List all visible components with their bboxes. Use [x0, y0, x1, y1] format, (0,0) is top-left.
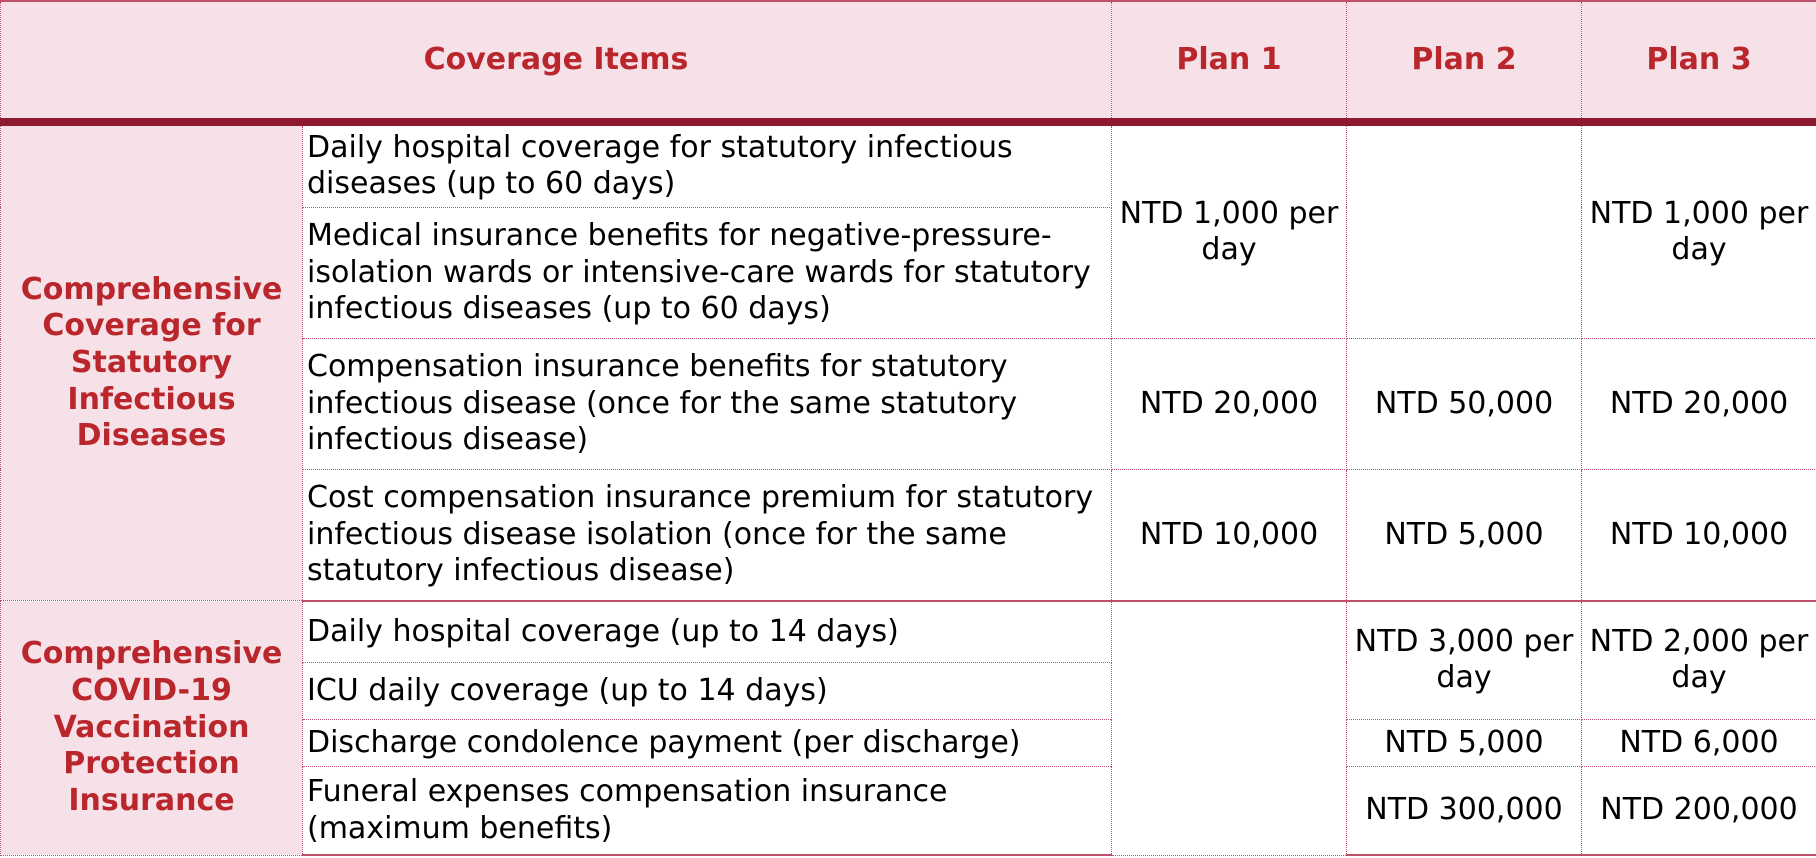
plan-1-value: NTD 20,000	[1112, 339, 1347, 470]
plan-1-value: NTD 10,000	[1112, 469, 1347, 601]
header-coverage-items: Coverage Items	[1, 1, 1112, 122]
plan-2-value: NTD 300,000	[1347, 767, 1582, 855]
plan-2-value	[1347, 122, 1582, 339]
coverage-item: Funeral expenses compensation insurance (maximum benefits)	[303, 767, 1112, 855]
header-plan-3: Plan 3	[1582, 1, 1816, 122]
coverage-item: Compensation insurance benefits for statutory infectious disease (once for the same statutory infectious disease)	[303, 339, 1112, 470]
section-title-covid-vaccination: Comprehensive COVID-19 Vaccination Protection Insurance	[1, 601, 303, 855]
coverage-item: Daily hospital coverage for statutory infectious diseases (up to 60 days)	[303, 122, 1112, 207]
plan-3-value: NTD 2,000 per day	[1582, 601, 1816, 719]
coverage-item: Discharge condolence payment (per discharge)	[303, 719, 1112, 766]
plan-3-value: NTD 6,000	[1582, 719, 1816, 766]
header-plan-1: Plan 1	[1112, 1, 1347, 122]
plan-3-value: NTD 10,000	[1582, 469, 1816, 601]
plan-2-value: NTD 3,000 per day	[1347, 601, 1582, 719]
coverage-item: Cost compensation insurance premium for statutory infectious disease isolation (once for the same statutory infectious disease)	[303, 469, 1112, 601]
plan-2-value: NTD 5,000	[1347, 719, 1582, 766]
plan-3-value: NTD 1,000 per day	[1582, 122, 1816, 339]
coverage-item: Medical insurance benefits for negative-pressure-isolation wards or intensive-care wards for statutory infectious diseases (up to 60 days)	[303, 207, 1112, 339]
plan-2-value: NTD 50,000	[1347, 339, 1582, 470]
plan-1-value: NTD 1,000 per day	[1112, 122, 1347, 339]
header-plan-2: Plan 2	[1347, 1, 1582, 122]
plan-1-value	[1112, 601, 1347, 855]
section-title-statutory-infectious: Comprehensive Coverage for Statutory Infectious Diseases	[1, 122, 303, 601]
plan-3-value: NTD 20,000	[1582, 339, 1816, 470]
plan-2-value: NTD 5,000	[1347, 469, 1582, 601]
table-row	[1, 601, 1816, 662]
coverage-item: ICU daily coverage (up to 14 days)	[303, 662, 1112, 719]
coverage-item: Daily hospital coverage (up to 14 days)	[303, 601, 1112, 662]
table-row	[1, 122, 1816, 207]
table-header-row	[1, 1, 1816, 122]
plan-3-value: NTD 200,000	[1582, 767, 1816, 855]
